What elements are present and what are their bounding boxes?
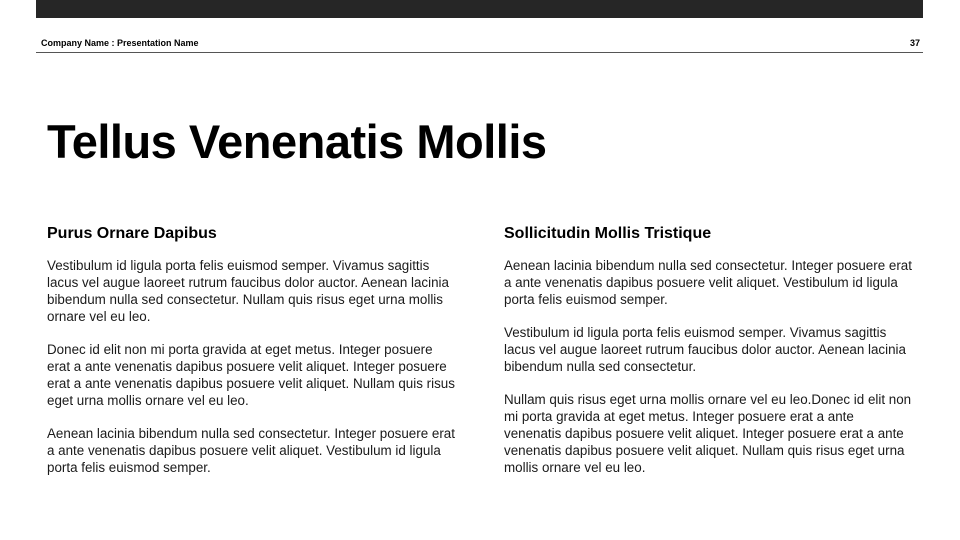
left-paragraph: Aenean lacinia bibendum nulla sed consectetur. Integer posuere erat a ante venenatis dapibus posuere velit aliquet. Vestibulum id ligula porta felis euismod semper. — [47, 426, 455, 475]
right-column-body — [504, 257, 912, 476]
right-paragraph: Nullam quis risus eget urna mollis ornare vel eu leo.Donec id elit non mi porta gravida at eget metus. Integer posuere erat a ante venenatis dapibus posuere velit aliquet. Integer posuere erat a ante venenatis dapibus posuere velit aliquet. Nullam quis risus eget urna mollis ornare vel eu leo. — [504, 392, 912, 475]
page-number: 37 — [909, 38, 920, 48]
slide-title: Tellus Venenatis Mollis — [47, 115, 547, 168]
left-column-body — [47, 257, 455, 476]
left-column-heading: Purus Ornare Dapibus — [47, 225, 217, 242]
right-paragraph: Vestibulum id ligula porta felis euismod semper. Vivamus sagittis lacus vel augue laoreet rutrum faucibus dolor auctor. Aenean lacinia bibendum nulla sed consectetur. — [504, 325, 906, 374]
left-column — [47, 224, 455, 492]
top-bar — [36, 0, 923, 18]
left-paragraph: Vestibulum id ligula porta felis euismod semper. Vivamus sagittis lacus vel augue laoreet rutrum faucibus dolor auctor. Aenean lacinia bibendum nulla sed consectetur. Nullam quis risus eget urna mollis ornare vel eu leo. — [47, 258, 449, 324]
header-divider — [36, 52, 923, 53]
left-paragraph: Donec id elit non mi porta gravida at eget metus. Integer posuere erat a ante venenatis dapibus posuere velit aliquet. Integer posuere erat a ante venenatis dapibus posuere velit aliquet. Nullam quis risus eget urna mollis ornare vel eu leo. — [47, 342, 455, 408]
slide-header — [41, 36, 920, 50]
company-presentation-name: Company Name : Presentation Name — [41, 38, 199, 48]
right-column-heading: Sollicitudin Mollis Tristique — [504, 225, 712, 242]
right-column — [504, 224, 912, 492]
right-paragraph: Aenean lacinia bibendum nulla sed consectetur. Integer posuere erat a ante venenatis dapibus posuere velit aliquet. Vestibulum id ligula porta felis euismod semper. — [504, 258, 912, 307]
